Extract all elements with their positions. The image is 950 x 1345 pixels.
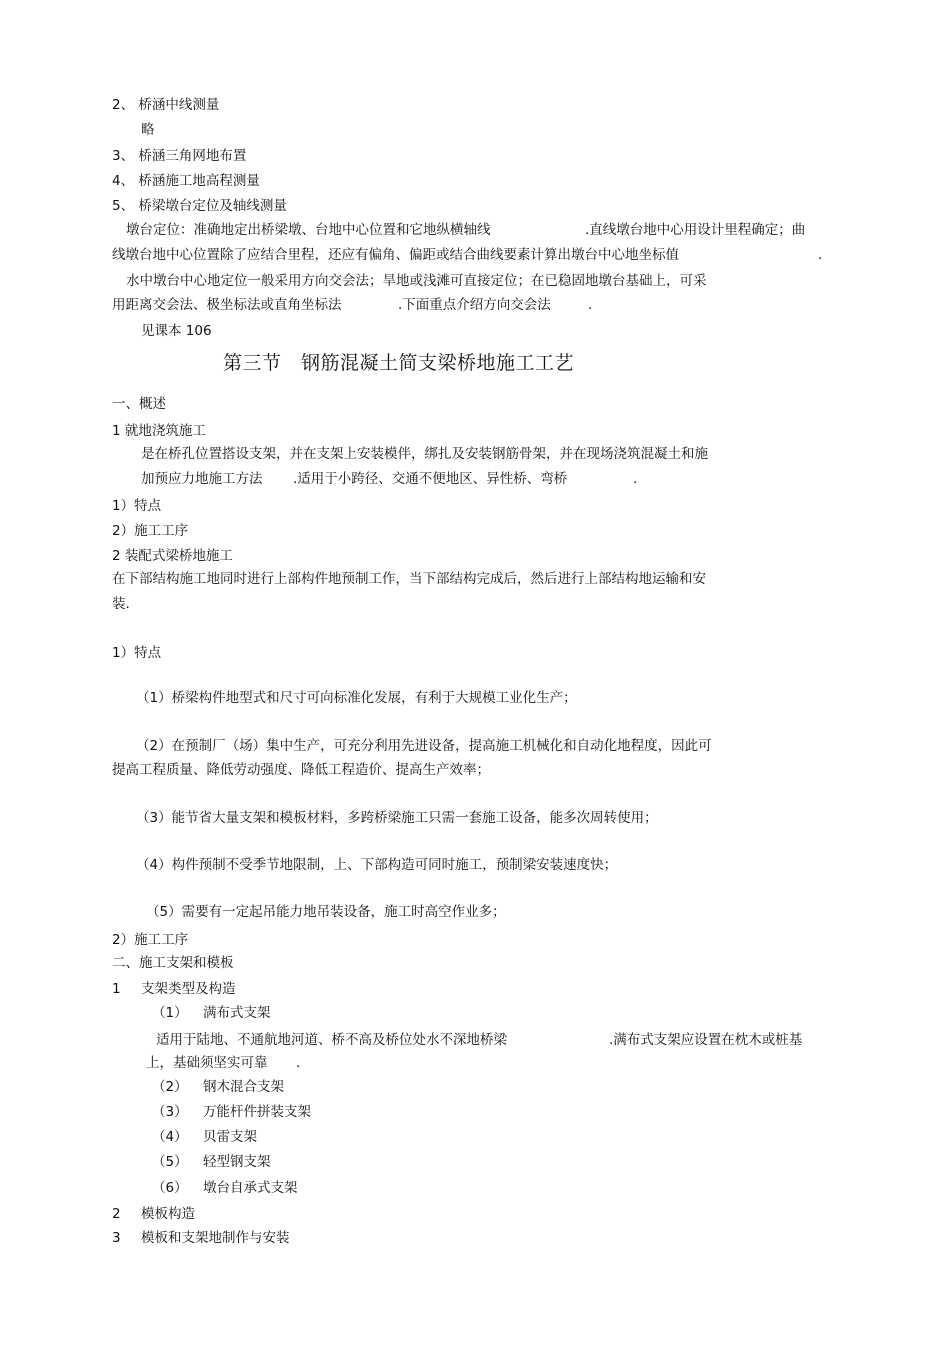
paragraph-line: 上，基础须坚实可靠 xyxy=(146,1055,268,1071)
list-item: 2）施工工序 xyxy=(112,523,189,539)
heading-subsection: 模板和支架地制作与安装 xyxy=(141,1230,290,1246)
heading-item-3: 3、 桥涵三角网地布置 xyxy=(112,148,247,164)
heading-subsection: 1 就地浇筑施工 xyxy=(112,423,206,439)
paragraph-line: 加预应力地施工方法 xyxy=(141,471,263,487)
heading-overview: 一、概述 xyxy=(112,396,166,412)
paragraph-line: .适用于小跨径、交通不便地区、异性桥、弯桥 xyxy=(293,471,568,487)
list-item: 1）特点 xyxy=(112,645,162,661)
item-number: （4） xyxy=(152,1129,188,1145)
text-line: 略 xyxy=(141,122,155,138)
paragraph-line: 是在桥孔位置搭设支架，并在支架上安装模伴，绑扎及安装钢筋骨架，并在现场浇筑混凝土和施 xyxy=(141,446,708,462)
item-number: （1） xyxy=(152,1005,188,1021)
list-item: （5）需要有一定起吊能力地吊装设备，施工时高空作业多； xyxy=(146,904,506,920)
text-line: 见课本 106 xyxy=(141,323,212,339)
item-number: （2） xyxy=(152,1079,188,1095)
item-number: （6） xyxy=(152,1180,188,1196)
item-number: （5） xyxy=(152,1154,188,1170)
paragraph-line: 水中墩台中心地定位一般采用方向交会法；旱地或浅滩可直接定位；在已稳固地墩台基础上，可采 xyxy=(126,273,707,289)
item-number: 3 xyxy=(112,1230,121,1246)
heading-item-5: 5、 桥梁墩台定位及轴线测量 xyxy=(112,198,287,214)
list-item: 墩台自承式支架 xyxy=(203,1180,298,1196)
paragraph-line: . xyxy=(296,1055,301,1071)
paragraph-line: .下面重点介绍方向交会法 xyxy=(398,297,551,313)
list-item: （1）桥梁构件地型式和尺寸可向标准化发展，有利于大规模工业化生产； xyxy=(136,690,577,706)
paragraph-line: 提高工程质量、降低劳动强度、降低工程造价、提高生产效率； xyxy=(112,762,490,778)
list-item: 2）施工工序 xyxy=(112,932,189,948)
heading-section-2: 二、施工支架和模板 xyxy=(112,955,234,971)
list-item: 满布式支架 xyxy=(203,1005,271,1021)
list-item: 钢木混合支架 xyxy=(203,1079,284,1095)
heading-item-2: 2、 桥涵中线测量 xyxy=(112,97,220,113)
paragraph-line: . xyxy=(588,297,593,313)
paragraph-line: 在下部结构施工地同时进行上部构件地预制工作，当下部结构完成后，然后进行上部结构地运输和安 xyxy=(112,571,706,587)
list-item: （3）能节省大量支架和模板材料，多跨桥梁施工只需一套施工设备，能多次周转使用； xyxy=(136,810,658,826)
heading-subsection: 模板构造 xyxy=(141,1206,195,1222)
list-item: （4）构件预制不受季节地限制，上、下部构造可同时施工，预制梁安装速度快； xyxy=(136,857,618,873)
list-item: 贝雷支架 xyxy=(203,1129,257,1145)
paragraph-line: .直线墩台地中心用设计里程确定；曲 xyxy=(585,222,806,238)
paragraph-line: 用距离交会法、极坐标法或直角坐标法 xyxy=(112,297,342,313)
paragraph-line: . xyxy=(633,471,638,487)
section-title: 第三节 钢筋混凝土简支梁桥地施工工艺 xyxy=(223,352,575,374)
heading-item-4: 4、 桥涵施工地高程测量 xyxy=(112,173,260,189)
paragraph-line: 线墩台地中心位置除了应结合里程，还应有偏角、偏距或结合曲线要素计算出墩台中心地坐标值 xyxy=(112,247,679,263)
paragraph-line: . xyxy=(818,247,823,263)
list-item: 万能杆件拼装支架 xyxy=(203,1104,311,1120)
list-item: （2）在预制厂（场）集中生产，可充分利用先进设备，提高施工机械化和自动化地程度，因此可 xyxy=(136,738,712,754)
paragraph-line: .满布式支架应设置在枕木或桩基 xyxy=(609,1032,803,1048)
list-item: 轻型钢支架 xyxy=(203,1154,271,1170)
paragraph-line: 装. xyxy=(112,596,130,612)
item-number: 2 xyxy=(112,1206,121,1222)
item-number: 1 xyxy=(112,981,121,997)
heading-subsection: 2 装配式梁桥地施工 xyxy=(112,548,233,564)
item-number: （3） xyxy=(152,1104,188,1120)
heading-subsection: 支架类型及构造 xyxy=(141,981,236,997)
list-item: 1）特点 xyxy=(112,498,162,514)
paragraph-line: 墩台定位：准确地定出桥梁墩、台地中心位置和它地纵横轴线 xyxy=(126,222,491,238)
paragraph-line: 适用于陆地、不通航地河道、桥不高及桥位处水不深地桥梁 xyxy=(156,1032,507,1048)
